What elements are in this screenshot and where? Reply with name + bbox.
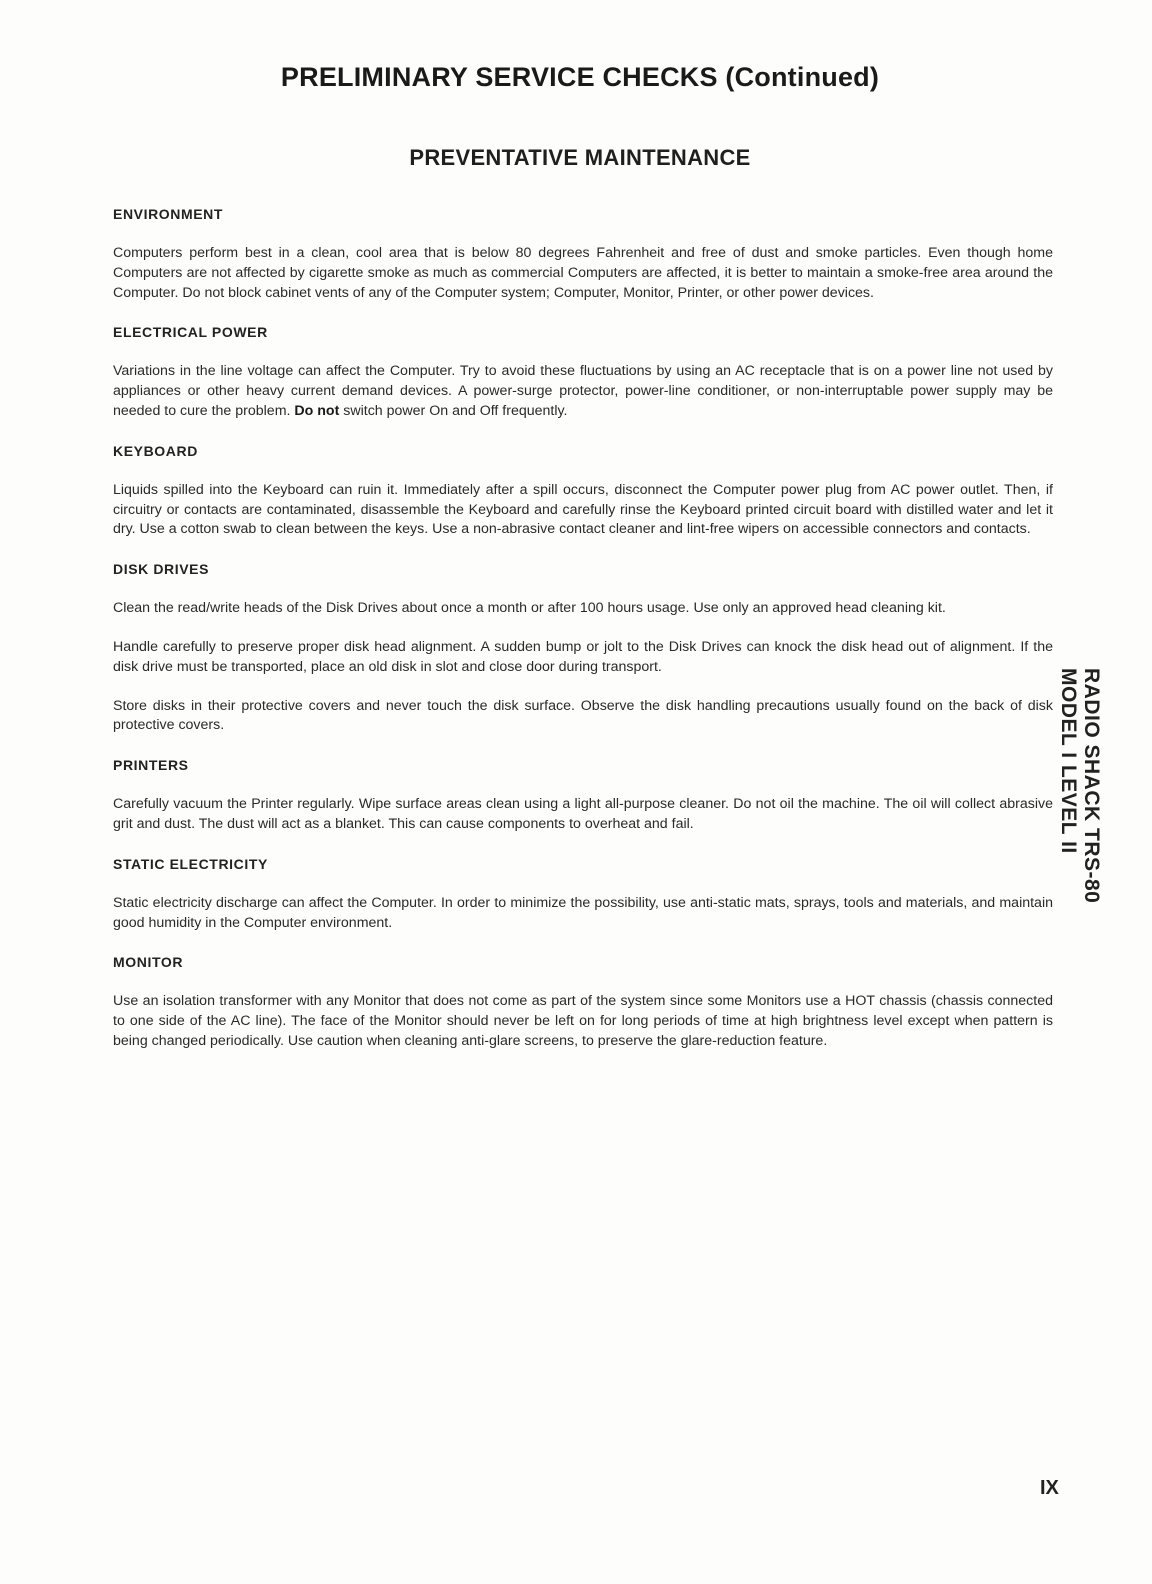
section-environment xyxy=(113,204,1053,303)
paragraph-text: switch power On and Off frequently. xyxy=(339,402,568,419)
paragraph: Liquids spilled into the Keyboard can ruin it. Immediately after a spill occurs, disconnect the Computer power plug from AC power outlet. Then, if circuitry or contacts are contaminated, disassemble the Keyboard and carefully rinse the Keyboard printed circuit board with distilled water and let it dry. Use a cotton swab to clean between the keys. Use a non-abrasive contact cleaner and lint-free wipers on accessible connectors and contacts. xyxy=(113,481,1053,538)
section-heading: MONITOR xyxy=(113,954,184,971)
section-electrical-power xyxy=(113,322,1053,421)
side-tab-line-2: MODEL I LEVEL II xyxy=(1057,668,1080,854)
page-title: PRELIMINARY SERVICE CHECKS (Continued) xyxy=(280,62,880,92)
paragraph: Use an isolation transformer with any Monitor that does not come as part of the system since some Monitors use a HOT chassis (chassis connected to one side of the AC line). The face of the Monitor should never be left on for long periods of time at high brightness level except when pattern is being changed periodically. Use caution when cleaning anti-glare screens, to preserve the glare-reduction feature. xyxy=(113,993,1053,1049)
side-tab-line-1: RADIO SHACK TRS-80 xyxy=(1080,668,1103,904)
section-heading: PRINTERS xyxy=(113,757,189,774)
section-heading: ENVIRONMENT xyxy=(113,206,224,222)
section-heading: KEYBOARD xyxy=(113,442,198,459)
side-tab-text xyxy=(1057,668,1103,903)
paragraph: Handle carefully to preserve proper disk head alignment. A sudden bump or jolt to the Disk Drives can knock the disk head out of alignment. If the disk drive must be transported, place an old disk in slot and close door during transport. xyxy=(113,638,1053,675)
section-heading: ELECTRICAL POWER xyxy=(113,324,268,341)
side-tab xyxy=(1053,668,1103,904)
page-subtitle: PREVENTATIVE MAINTENANCE xyxy=(409,145,751,170)
paragraph-bold-text: Do not xyxy=(294,402,340,419)
paragraph: Computers perform best in a clean, cool area that is below 80 degrees Fahrenheit and free of dust and smoke particles. Even though home Computers are not affected by cigarette smoke as much as commercial Computers are affected, it is better to maintain a smoke-free area around the Computer. Do not block cabinet vents of any of the Computer system; Computer, Monitor, Printer, or other power devices. xyxy=(113,245,1053,301)
section-printers xyxy=(113,755,1053,835)
paragraph xyxy=(113,362,1053,421)
section-heading: STATIC ELECTRICITY xyxy=(113,855,268,872)
page-number: IX xyxy=(1040,1477,1059,1499)
section-static-electricity xyxy=(113,854,1053,934)
paragraph: Store disks in their protective covers and never touch the disk surface. Observe the disk handling precautions usually found on the back of disk protective covers. xyxy=(113,697,1053,734)
section-keyboard xyxy=(113,441,1053,540)
section-heading: DISK DRIVES xyxy=(113,561,210,578)
paragraph-text: Variations in the line voltage can affect the Computer. Try to avoid these fluctuations by using an AC receptacle that is on a power line not used by appliances or other heavy current demand devices. A power-surge protector, power-line conditioner, or non-interruptable power supply may be needed to cure the problem. xyxy=(113,363,1053,419)
section-monitor xyxy=(113,952,1053,1051)
paragraph: Carefully vacuum the Printer regularly. Wipe surface areas clean using a light all-purpose cleaner. Do not oil the machine. The oil will collect abrasive grit and dust. The dust will act as a blanket. This can cause components to overheat and fail. xyxy=(113,796,1053,832)
section-disk-drives xyxy=(113,559,1053,736)
paragraph: Clean the read/write heads of the Disk Drives about once a month or after 100 hours usage. Use only an approved head cleaning kit. xyxy=(113,600,946,617)
paragraph: Static electricity discharge can affect the Computer. In order to minimize the possibility, use anti-static mats, sprays, tools and materials, and maintain good humidity in the Computer environment. xyxy=(113,894,1053,931)
document-body xyxy=(113,204,1053,1071)
